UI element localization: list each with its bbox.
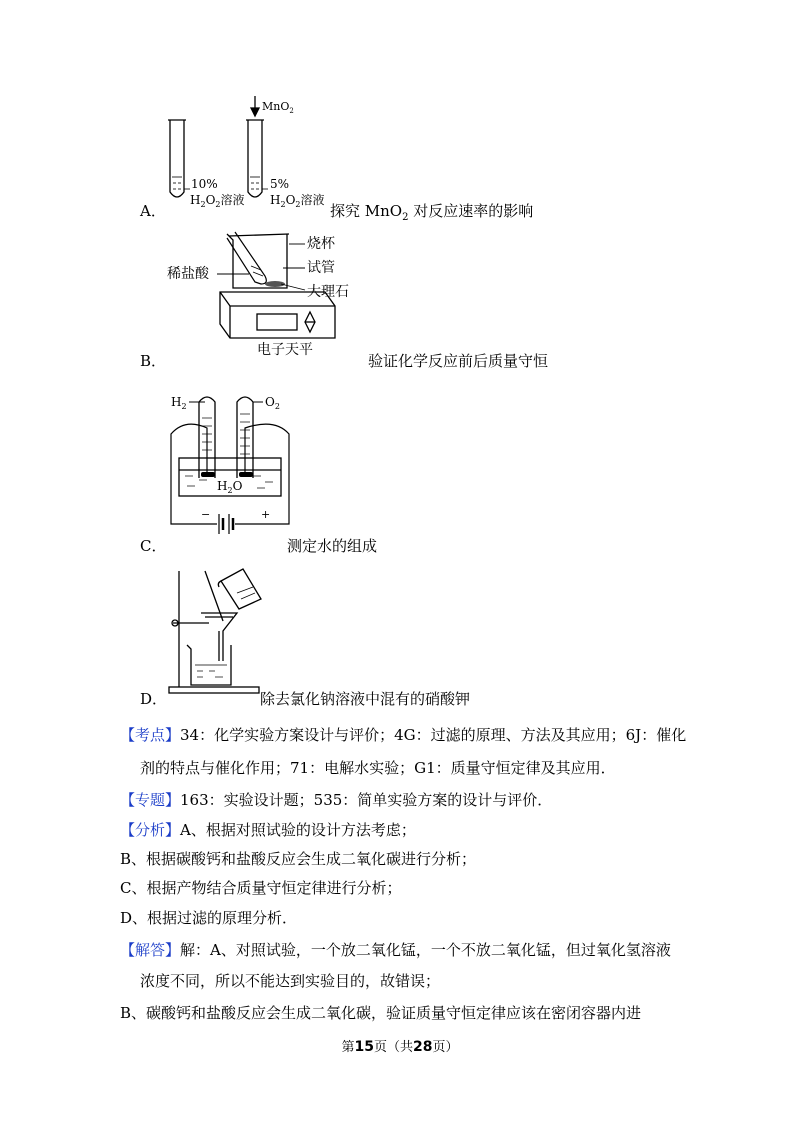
- fenxi-line-c: C、根据产物结合质量守恒定律进行分析；: [120, 879, 402, 897]
- kaodian-line-2: 剂的特点与催化作用；71：电解水实验；G1：质量守恒定律及其应用．: [140, 759, 616, 777]
- beaker-liquid: [195, 665, 227, 677]
- liquid-2: [250, 177, 268, 189]
- option-d-caption: 除去氯化钠溶液中混有的硝酸钾: [260, 690, 471, 708]
- zhuanti-line: [120, 789, 552, 811]
- tube1-percent: 10%: [191, 177, 218, 191]
- battery-icon: [219, 514, 233, 534]
- leader-lines: [217, 244, 305, 290]
- plus-sign: +: [261, 508, 271, 521]
- jieda-tag: 【解答】: [120, 941, 181, 959]
- figure-d: [165, 565, 275, 697]
- acid-label: 稀盐酸: [167, 266, 209, 282]
- test-tube-1: [168, 120, 186, 197]
- current-page: 15: [354, 1039, 374, 1055]
- kaodian-text-1: 34：化学实验方案设计与评价；4G：过滤的原理、方法及其应用；6J：催化: [180, 726, 687, 744]
- tube2-percent: 5%: [270, 177, 290, 191]
- tube1-solution: $H_2O_2$溶液: [190, 193, 245, 209]
- option-d-label: D．: [140, 690, 168, 708]
- option-c-caption: 测定水的组成: [287, 537, 378, 555]
- iron-stand: [169, 571, 259, 693]
- h2-label: $H_2$: [171, 395, 187, 411]
- jieda-line-3: B、碳酸钙和盐酸反应会生成二氧化碳，验证质量守恒定律应该在密闭容器内进: [120, 1004, 642, 1022]
- arrow-down-icon: [251, 96, 259, 116]
- option-c-label: C．: [140, 537, 167, 555]
- page-footer: 第15页（共28页）: [341, 1039, 459, 1055]
- o2-label: $O_2$: [265, 395, 280, 411]
- marble-label: 大理石: [307, 284, 349, 300]
- zhuanti-tag: 【专题】: [120, 791, 181, 809]
- minus-sign: −: [201, 508, 211, 521]
- zhuanti-text: 163：实验设计题；535：简单实验方案的设计与评价．: [180, 791, 553, 809]
- fenxi-line-a: [120, 819, 416, 841]
- tube-label: 试管: [307, 260, 335, 276]
- kaodian-line-1: [120, 724, 686, 746]
- option-a-caption: 探究 MnO$_2$ 对反应速率的影响: [330, 202, 534, 223]
- kaodian-tag: 【考点】: [120, 726, 181, 744]
- jieda-line-1: [120, 939, 671, 961]
- liquid-stream: [237, 587, 255, 599]
- pouring-beaker: [218, 569, 261, 609]
- total-pages: 28: [413, 1039, 433, 1055]
- option-b-caption: 验证化学反应前后质量守恒: [368, 352, 549, 370]
- water-label: $H_2O$: [217, 479, 243, 495]
- figure-a: [160, 92, 340, 217]
- option-b-label: B．: [140, 352, 167, 370]
- mno2-label: MnO$_2$: [262, 100, 294, 115]
- jieda-text-1: 解：A、对照试验，一个放二氧化锰，一个不放二氧化锰，但过氧化氢溶液: [180, 941, 671, 959]
- circuit-wire: [171, 424, 289, 524]
- figure-b: [165, 226, 375, 356]
- tube2-solution: $H_2O_2$溶液: [270, 193, 325, 209]
- liquid-1: [172, 177, 190, 189]
- beaker: [227, 234, 289, 288]
- jieda-line-2: 浓度不同，所以不能达到实验目的，故错误；: [140, 972, 441, 990]
- fenxi-tag: 【分析】: [120, 821, 181, 839]
- balance-label: 电子天平: [257, 342, 313, 356]
- fenxi-line-b: B、根据碳酸钙和盐酸反应会生成二氧化碳进行分析；: [120, 850, 477, 868]
- figure-c: [165, 388, 295, 538]
- fenxi-text-a: A、根据对照试验的设计方法考虑；: [180, 821, 416, 839]
- fenxi-line-d: D、根据过滤的原理分析．: [120, 909, 298, 927]
- option-a-label: A．: [140, 202, 166, 220]
- beaker-label: 烧杯: [307, 236, 335, 252]
- test-tube-2: [246, 120, 264, 197]
- tube-liquid-dashes: [202, 414, 250, 458]
